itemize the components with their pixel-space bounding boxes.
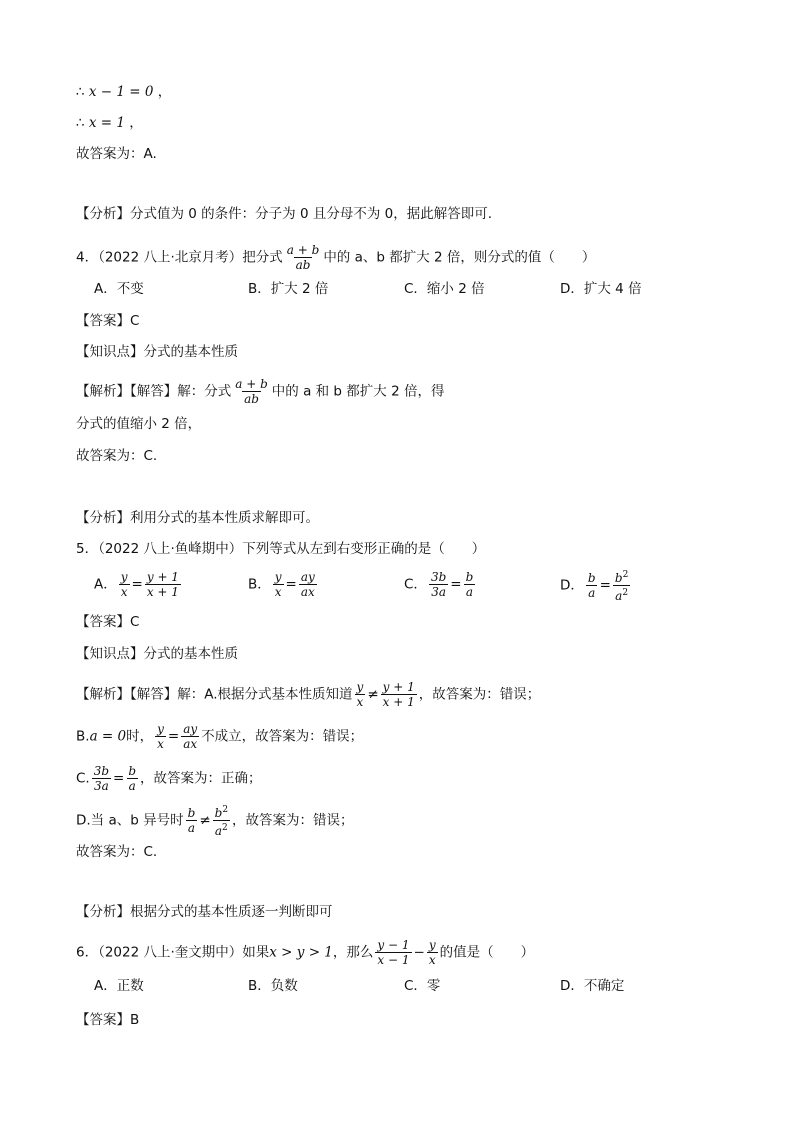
numerator: y — [120, 570, 128, 584]
question-6-option-a[interactable]: A．正数 — [94, 978, 144, 994]
exponent: 2 — [622, 588, 629, 598]
fraction — [155, 722, 166, 751]
denominator: 3a — [431, 585, 446, 599]
fraction — [381, 680, 417, 709]
question-5-option-d[interactable] — [560, 568, 632, 603]
solution-text: 【解析】【解答】解：A.根据分式基本性质知道 — [76, 686, 353, 703]
question-6-stem — [76, 938, 534, 967]
question-4-answer: 【答案】C — [76, 313, 140, 329]
math-expression: a = 0 — [89, 728, 127, 745]
fraction — [119, 570, 130, 599]
punctuation: ， — [129, 115, 143, 131]
numerator: b — [465, 570, 474, 584]
denominator: x — [428, 953, 436, 967]
question-6-option-b[interactable]: B．负数 — [248, 978, 298, 994]
question-5-solution-b — [76, 722, 363, 751]
denominator: x + 1 — [382, 695, 415, 709]
numerator: y + 1 — [146, 570, 179, 584]
numerator: 3b — [93, 764, 110, 778]
question-4-option-a[interactable]: A．不变 — [94, 281, 144, 297]
stem-text: 6．（2022 八上·奎文期中）如果 — [76, 944, 270, 961]
question-5-solution-d — [76, 803, 354, 838]
denominator: a — [588, 586, 596, 600]
numerator: b — [128, 764, 137, 778]
numerator: a + b — [235, 377, 268, 391]
numerator: b — [187, 806, 196, 820]
fraction — [181, 722, 199, 751]
numerator: a + b — [286, 243, 320, 257]
math-expression: x − 1 = 0 — [88, 84, 154, 100]
stem-text: 4．（2022 八上·北京月考）把分式 — [76, 249, 283, 266]
denominator: x − 1 — [377, 953, 410, 967]
fraction — [233, 377, 270, 406]
fraction — [429, 570, 448, 599]
question-5-option-a[interactable] — [94, 570, 183, 599]
question-5-answer: 【答案】C — [76, 614, 140, 630]
solution-text: D.当 a、b 异号时 — [76, 812, 184, 829]
solution-line — [76, 82, 171, 102]
option-label: D． — [560, 577, 584, 594]
fraction — [92, 764, 111, 793]
equals-sign: = — [167, 728, 180, 745]
denominator-base: a — [615, 589, 623, 603]
therefore-symbol: ∴ — [76, 115, 85, 131]
equals-sign: = — [450, 576, 462, 593]
equals-sign: = — [113, 770, 125, 787]
numerator: y — [428, 938, 436, 952]
math-expression: x = 1 — [88, 115, 125, 131]
fraction — [613, 568, 630, 603]
solution-text: B. — [76, 728, 90, 745]
denominator-base: a — [214, 824, 223, 838]
math-expression: x > y > 1 — [269, 944, 333, 961]
not-equal-sign: ≠ — [367, 686, 379, 703]
question-5-analysis: 【分析】根据分式的基本性质逐一判断即可 — [76, 904, 333, 920]
fraction — [299, 570, 317, 599]
question-4-option-d[interactable]: D．扩大 4 倍 — [560, 281, 642, 297]
question-5-option-c[interactable] — [404, 570, 477, 599]
fraction — [186, 806, 198, 835]
question-4-solution-line-2: 分式的值缩小 2 倍， — [76, 416, 202, 432]
denominator: a — [465, 585, 473, 599]
option-label: B． — [248, 576, 271, 593]
question-4-option-c[interactable]: C．缩小 2 倍 — [404, 281, 485, 297]
exponent: 2 — [222, 823, 228, 833]
option-label: A． — [94, 576, 117, 593]
question-6-option-c[interactable]: C．零 — [404, 978, 441, 994]
numerator: y — [157, 722, 164, 736]
numerator: ay — [300, 570, 315, 584]
therefore-symbol: ∴ — [76, 84, 85, 100]
equals-sign: = — [285, 576, 297, 593]
punctuation: ， — [157, 84, 172, 100]
question-5-knowledge: 【知识点】分式的基本性质 — [76, 646, 238, 662]
question-4-stem — [76, 243, 595, 272]
question-6-option-d[interactable]: D．不确定 — [560, 978, 625, 994]
fraction — [375, 938, 411, 967]
fraction — [126, 764, 138, 793]
solution-text: 中的 a 和 b 都扩大 2 倍，得 — [271, 383, 445, 400]
numerator: y — [356, 680, 364, 694]
equals-sign: = — [599, 577, 611, 594]
denominator: x + 1 — [146, 585, 179, 599]
solution-text: 【解析】【解答】解：分式 — [76, 383, 232, 400]
fraction — [355, 680, 366, 709]
denominator: ax — [300, 585, 315, 599]
fraction — [586, 571, 598, 600]
denominator: a — [187, 821, 196, 835]
stem-text: ，那么 — [332, 944, 374, 961]
question-5-solution-c — [76, 764, 262, 793]
question-4-conclusion: 故答案为：C. — [76, 448, 158, 464]
denominator: ab — [244, 392, 259, 406]
denominator: x — [356, 695, 364, 709]
fraction — [464, 570, 476, 599]
fraction — [273, 570, 284, 599]
fraction — [285, 243, 322, 272]
exponent: 2 — [622, 570, 629, 580]
numerator-base: b — [214, 806, 223, 820]
option-label: C． — [404, 576, 427, 593]
solution-text: ，故答案为：错误； — [232, 812, 354, 829]
numerator: y − 1 — [377, 938, 410, 952]
numerator: y + 1 — [382, 680, 415, 694]
answer-conclusion: 故答案为：A. — [76, 146, 157, 162]
solution-text: C. — [76, 770, 90, 787]
numerator: 3b — [430, 570, 447, 584]
denominator: ab — [295, 258, 311, 272]
solution-text: 不成立，故答案为：错误； — [201, 728, 364, 745]
fraction — [213, 803, 230, 838]
question-5-conclusion: 故答案为：C. — [76, 844, 158, 860]
denominator: x — [120, 585, 128, 599]
denominator: ax — [183, 737, 198, 751]
question-4-knowledge: 【知识点】分式的基本性质 — [76, 344, 238, 360]
solution-text: 时， — [126, 728, 154, 745]
denominator: x — [157, 737, 164, 751]
stem-text: 的值是（ ） — [439, 944, 535, 961]
fraction — [427, 938, 438, 967]
minus-sign: − — [413, 944, 425, 961]
question-6-answer: 【答案】B — [76, 1012, 140, 1028]
question-5-option-b[interactable] — [248, 570, 319, 599]
denominator: a — [128, 779, 136, 793]
solution-text: ，故答案为：正确； — [140, 770, 262, 787]
denominator: 3a — [93, 779, 109, 793]
question-5-stem: 5．（2022 八上·鱼峰期中）下列等式从左到右变形正确的是（ ） — [76, 541, 486, 557]
solution-text: ，故答案为：错误； — [418, 686, 541, 703]
denominator: x — [274, 585, 282, 599]
solution-line — [76, 113, 143, 133]
numerator: ay — [183, 722, 198, 736]
numerator-base: b — [614, 571, 623, 585]
equals-sign: = — [131, 576, 143, 593]
fraction — [145, 570, 181, 599]
not-equal-sign: ≠ — [199, 812, 211, 829]
question-4-solution — [76, 377, 444, 406]
question-4-option-b[interactable]: B．扩大 2 倍 — [248, 281, 329, 297]
exponent: 2 — [222, 805, 229, 815]
stem-text: 中的 a、b 都扩大 2 倍，则分式的值（ ） — [323, 249, 596, 266]
question-4-analysis: 【分析】利用分式的基本性质求解即可。 — [76, 510, 319, 526]
analysis-note: 【分析】分式值为 0 的条件：分子为 0 且分母不为 0，据此解答即可. — [76, 206, 493, 222]
numerator: b — [587, 571, 596, 585]
numerator: y — [274, 570, 282, 584]
question-5-solution-a — [76, 680, 540, 709]
